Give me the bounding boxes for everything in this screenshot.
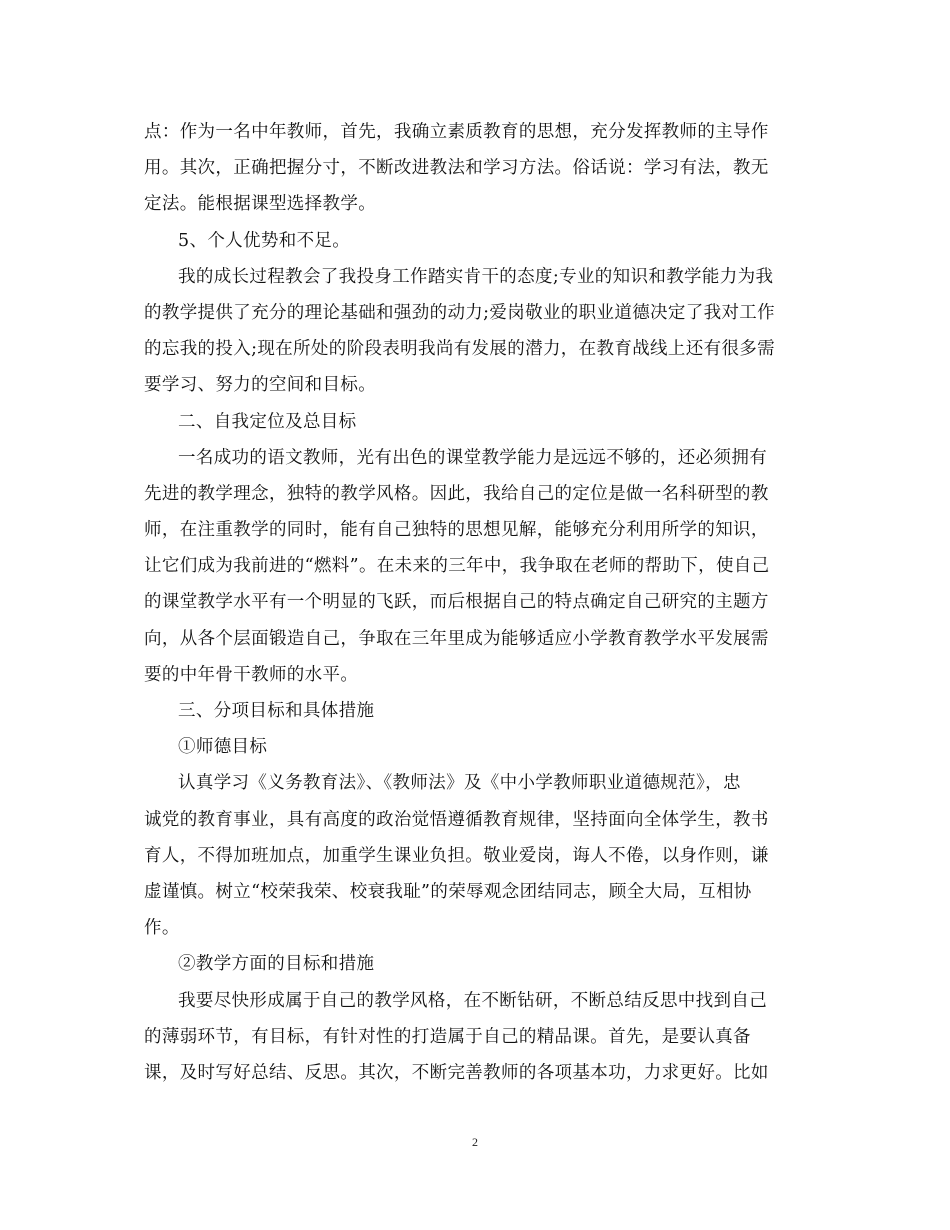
text-line: 向，从各个层面锻造自己，争取在三年里成为能够适应小学教育教学水平发展需 — [144, 628, 769, 649]
text-line: 育人，不得加班加点，加重学生课业负担。敬业爱岗，诲人不倦，以身作则，谦 — [144, 845, 769, 866]
text-line: 三、分项目标和具体措施 — [178, 701, 375, 721]
text-line: 先进的教学理念，独特的教学风格。因此，我给自己的定位是做一名科研型的教 — [144, 483, 769, 504]
text-line: 诚党的教育事业，具有高度的政治觉悟遵循教育规律，坚持面向全体学生，教书 — [144, 809, 769, 830]
text-line: 的教学提供了充分的理论基础和强劲的动力;爱岗敬业的职业道德决定了我对工作 — [144, 302, 775, 323]
text-line: 的忘我的投入;现在所处的阶段表明我尚有发展的潜力，在教育战线上还有很多需 — [144, 339, 775, 360]
text-line: 虚谨慎。树立“校荣我荣、校衰我耻”的荣辱观念团结同志，顾全大局，互相协 — [144, 881, 752, 902]
text-line: 师，在注重教学的同时，能有自己独特的思想见解，能够充分利用所学的知识， — [144, 520, 769, 541]
document-body — [144, 114, 809, 1091]
page-number: 2 — [472, 1135, 478, 1149]
text-line: 点：作为一名中年教师，首先，我确立素质教育的思想，充分发挥教师的主导作 — [144, 122, 769, 142]
text-line: 定法。能根据课型选择教学。 — [144, 194, 377, 215]
text-line: 我要尽快形成属于自己的教学风格，在不断钻研，不断总结反思中找到自己 — [178, 990, 768, 1011]
text-line: 要的中年骨干教师的水平。 — [144, 664, 359, 685]
text-line: 认真学习《义务教育法》、《教师法》及《中小学教师职业道德规范》，忠 — [178, 773, 741, 794]
text-line: ②教学方面的目标和措施 — [178, 954, 375, 975]
text-line: 一名成功的语文教师，光有出色的课堂教学能力是远远不够的，还必须拥有 — [178, 447, 768, 468]
text-line: 课，及时写好总结、反思。其次，不断完善教师的各项基本功，力求更好。比如 — [144, 1062, 769, 1083]
text-line: 5、个人优势和不足。 — [178, 230, 351, 251]
text-line: ①师德目标 — [178, 737, 268, 758]
text-line: 作。 — [144, 918, 180, 939]
text-line: 我的成长过程教会了我投身工作踏实肯干的态度;专业的知识和教学能力为我 — [178, 266, 774, 287]
text-line: 用。其次，正确把握分寸，不断改进教法和学习方法。俗话说：学习有法，教无 — [144, 158, 769, 179]
text-line: 让它们成为我前进的“燃料”。在未来的三年中，我争取在老师的帮助下，使自己 — [144, 556, 770, 577]
text-line: 要学习、努力的空间和目标。 — [144, 375, 377, 396]
text-line: 的课堂教学水平有一个明显的飞跃，而后根据自己的特点确定自己研究的主题方 — [144, 592, 769, 613]
text-line: 的薄弱环节，有目标，有针对性的打造属于自己的精品课。首先，是要认真备 — [144, 1026, 751, 1047]
text-line: 二、自我定位及总目标 — [178, 411, 357, 432]
